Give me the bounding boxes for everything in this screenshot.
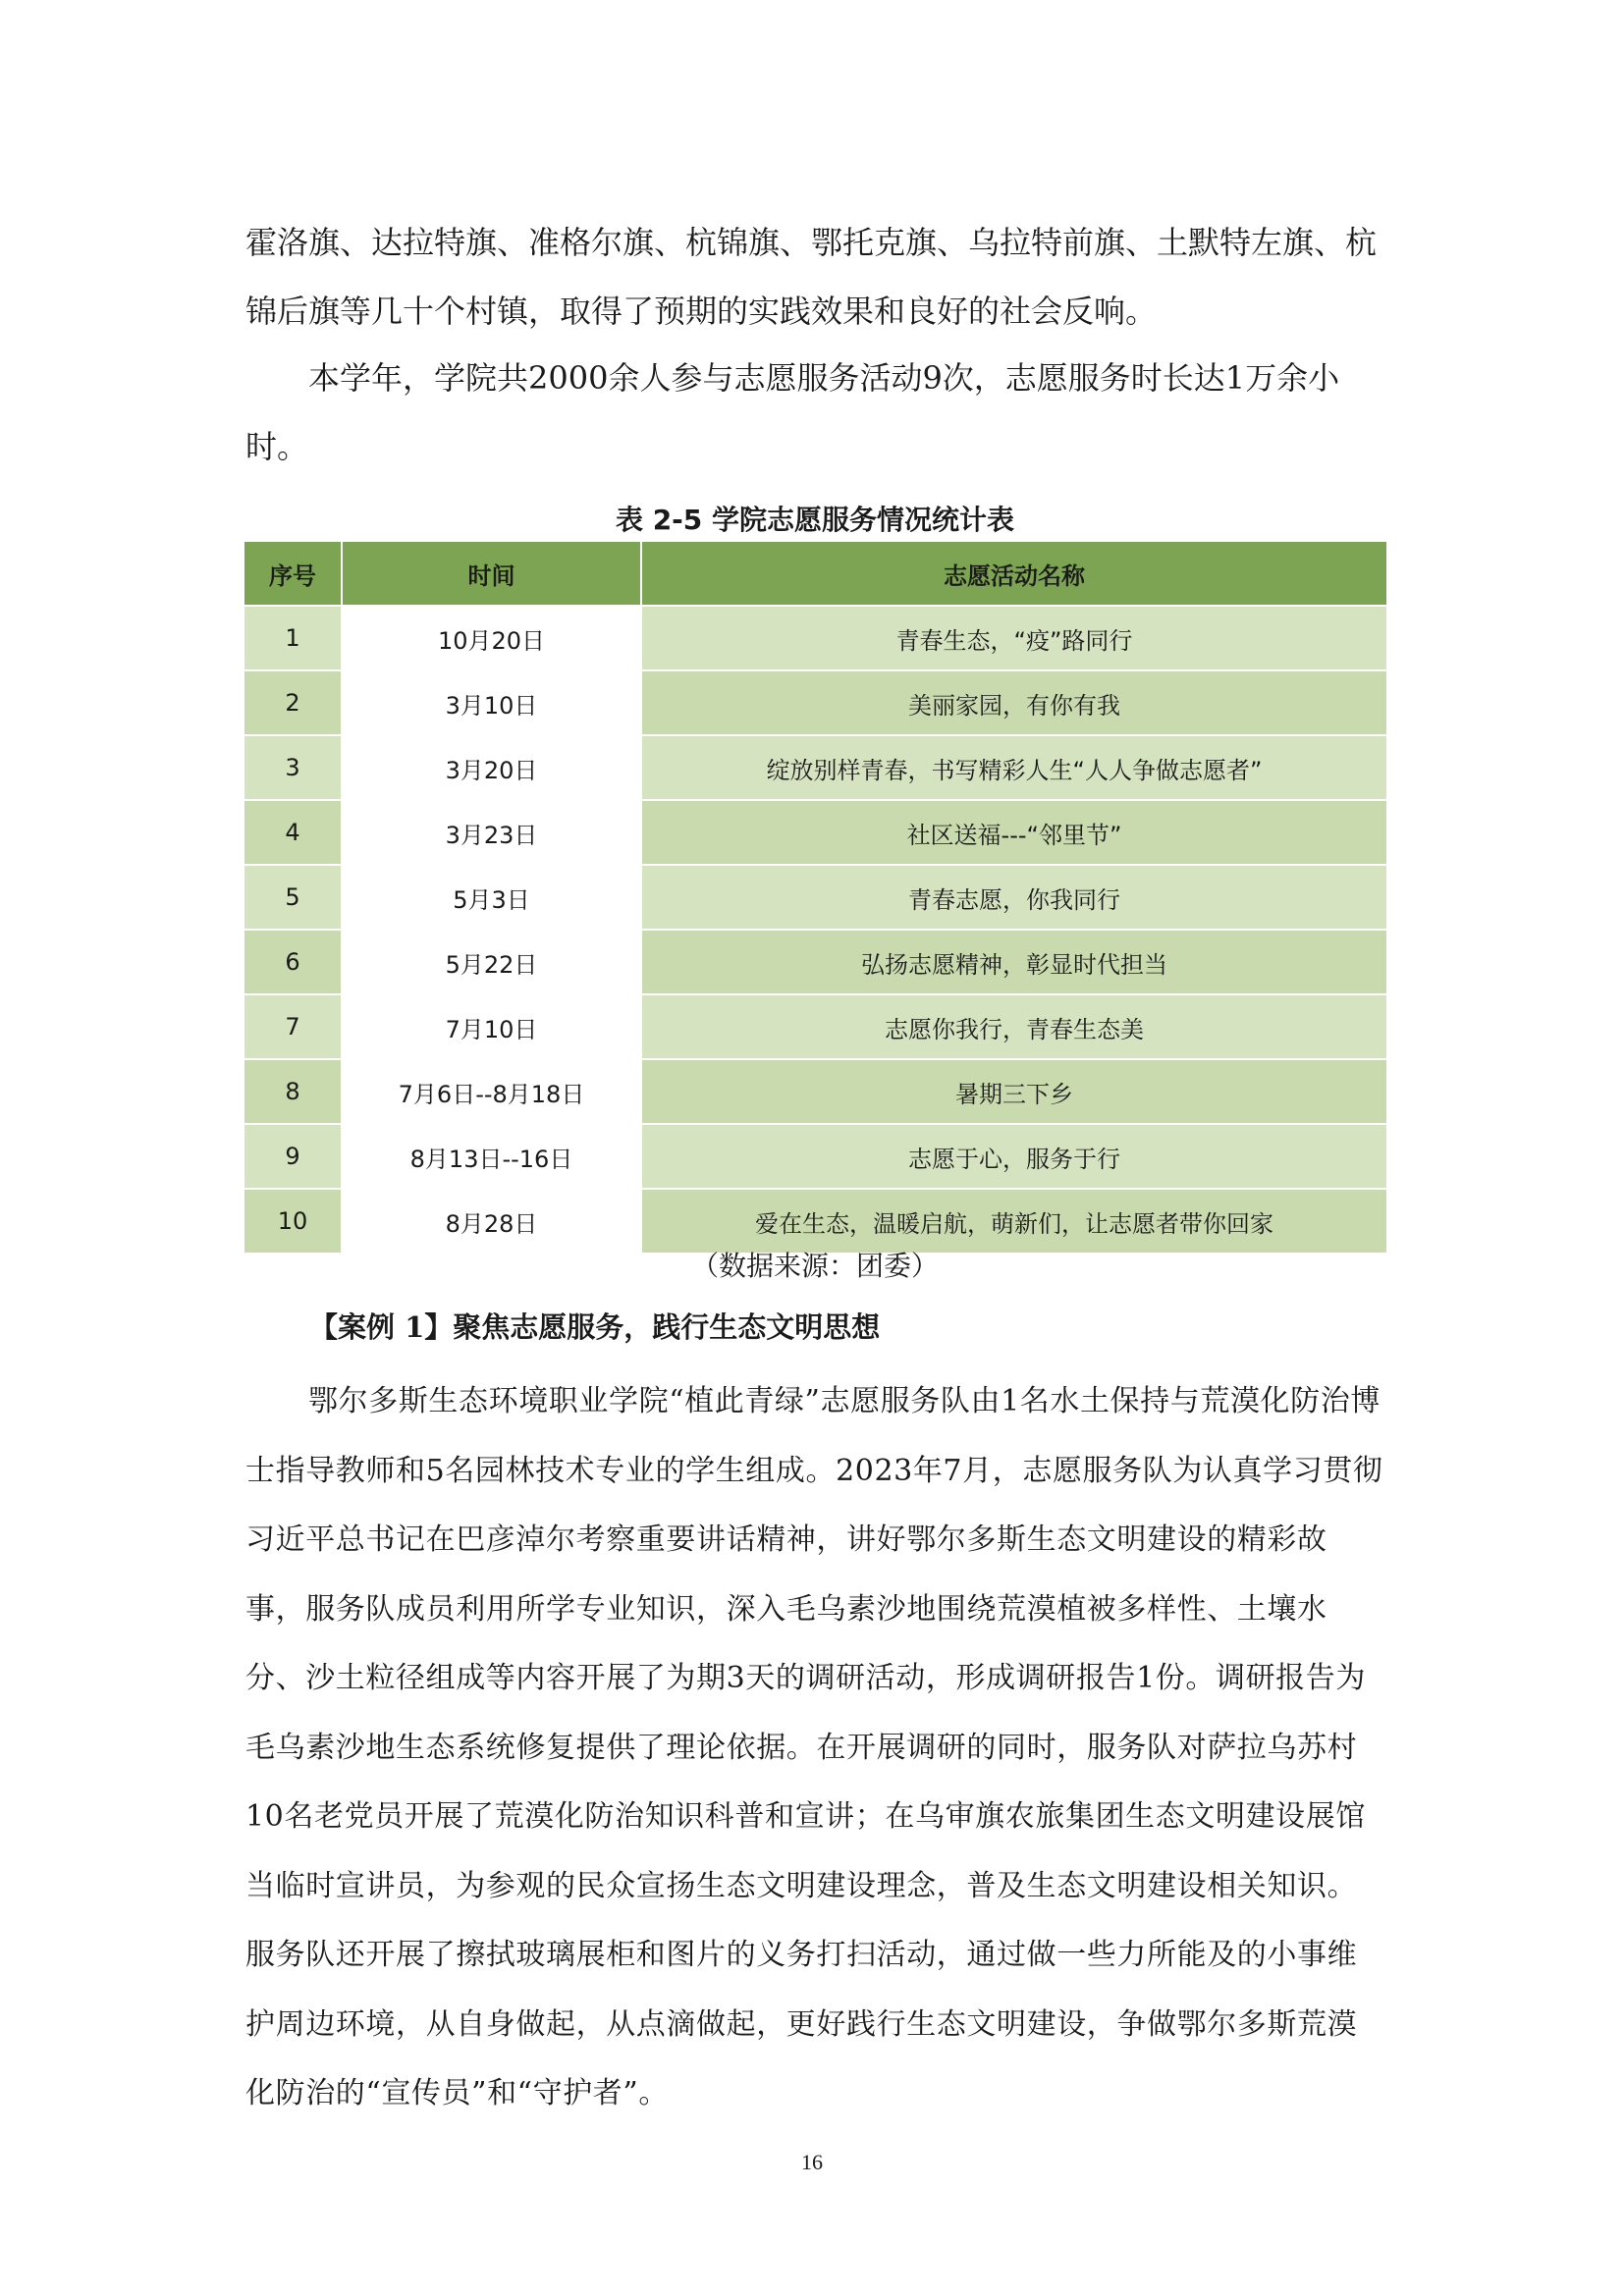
page-number: 16 bbox=[801, 2150, 823, 2174]
table-source-note: （数据来源：团委） bbox=[690, 1250, 939, 1282]
row-number: 8 bbox=[244, 1059, 342, 1124]
row-activity-name: 青春生态，“疫”路同行 bbox=[641, 606, 1387, 670]
row-number: 3 bbox=[244, 735, 342, 800]
table-row bbox=[244, 930, 1387, 994]
row-activity-name: 暑期三下乡 bbox=[641, 1059, 1387, 1124]
row-time: 10月20日 bbox=[342, 606, 641, 670]
row-activity-name: 青春志愿，你我同行 bbox=[641, 865, 1387, 930]
table-row bbox=[244, 735, 1387, 800]
row-time: 5月22日 bbox=[342, 930, 641, 994]
intro-paragraph: 霍洛旗、达拉特旗、准格尔旗、杭锦旗、鄂托克旗、乌拉特前旗、土默特左旗、杭锦后旗等几十个村镇，取得了预期的实践效果和良好的社会反响。 bbox=[245, 224, 1378, 330]
table-row bbox=[244, 1124, 1387, 1189]
row-number: 4 bbox=[244, 800, 342, 865]
case-heading: 【案例 1】聚焦志愿服务，践行生态文明思想 bbox=[309, 1310, 881, 1344]
row-time: 7月10日 bbox=[342, 994, 641, 1059]
row-time: 7月6日--8月18日 bbox=[342, 1059, 641, 1124]
row-number: 6 bbox=[244, 930, 342, 994]
row-activity-name: 社区送福---“邻里节” bbox=[641, 800, 1387, 865]
table-row bbox=[244, 670, 1387, 735]
volunteer-table bbox=[243, 540, 1388, 1255]
row-time: 3月23日 bbox=[342, 800, 641, 865]
table-row bbox=[244, 1059, 1387, 1124]
row-number: 2 bbox=[244, 670, 342, 735]
row-number: 7 bbox=[244, 994, 342, 1059]
row-number: 5 bbox=[244, 865, 342, 930]
row-number: 10 bbox=[244, 1189, 342, 1254]
header-activity-name: 志愿活动名称 bbox=[641, 541, 1387, 606]
table-row bbox=[244, 994, 1387, 1059]
row-time: 3月10日 bbox=[342, 670, 641, 735]
row-time: 5月3日 bbox=[342, 865, 641, 930]
summary-paragraph: 本学年，学院共2000余人参与志愿服务活动9次，志愿服务时长达1万余小时。 bbox=[245, 359, 1340, 465]
row-number: 1 bbox=[244, 606, 342, 670]
row-time: 3月20日 bbox=[342, 735, 641, 800]
case-paragraph: 鄂尔多斯生态环境职业学院“植此青绿”志愿服务队由1名水土保持与荒漠化防治博士指导教师和5名园林技术专业的学生组成。2023年7月，志愿服务队为认真学习贯彻习近平总书记在巴彦淖尔考察重要讲话精神，讲好鄂尔多斯生态文明建设的精彩故事，服务队成员利用所学专业知识，深入毛乌素沙地围绕荒漠植被多样性、土壤水分、沙土粒径组成等内容开展了为期3天的调研活动，形成调研报告1份。调研报告为毛乌素沙地生态系统修复提供了理论依据。在开展调研的同时，服务队对萨拉乌苏村10名老党员开展了荒漠化防治知识科普和宣讲；在乌审旗农旅集团生态文明建设展馆当临时宣讲员，为参观的民众宣扬生态文明建设理念，普及生态文明建设相关知识。服务队还开展了擦拭玻璃展柜和图片的义务打扫活动，通过做一些力所能及的小事维护周边环境，从自身做起，从点滴做起，更好践行生态文明建设，争做鄂尔多斯荒漠化防治的“宣传员”和“守护者”。 bbox=[245, 1384, 1383, 2110]
header-time: 时间 bbox=[342, 541, 641, 606]
header-number: 序号 bbox=[244, 541, 342, 606]
row-activity-name: 弘扬志愿精神，彰显时代担当 bbox=[641, 930, 1387, 994]
row-activity-name: 志愿于心，服务于行 bbox=[641, 1124, 1387, 1189]
table-header-row bbox=[244, 541, 1387, 606]
table-row bbox=[244, 800, 1387, 865]
row-activity-name: 志愿你我行，青春生态美 bbox=[641, 994, 1387, 1059]
row-number: 9 bbox=[244, 1124, 342, 1189]
row-activity-name: 爱在生态，温暖启航，萌新们，让志愿者带你回家 bbox=[641, 1189, 1387, 1254]
row-time: 8月28日 bbox=[342, 1189, 641, 1254]
row-activity-name: 美丽家园，有你有我 bbox=[641, 670, 1387, 735]
table-row bbox=[244, 865, 1387, 930]
row-activity-name: 绽放别样青春，书写精彩人生“人人争做志愿者” bbox=[641, 735, 1387, 800]
table-caption: 表 2-5 学院志愿服务情况统计表 bbox=[615, 504, 1015, 536]
row-time: 8月13日--16日 bbox=[342, 1124, 641, 1189]
table-row bbox=[244, 606, 1387, 670]
